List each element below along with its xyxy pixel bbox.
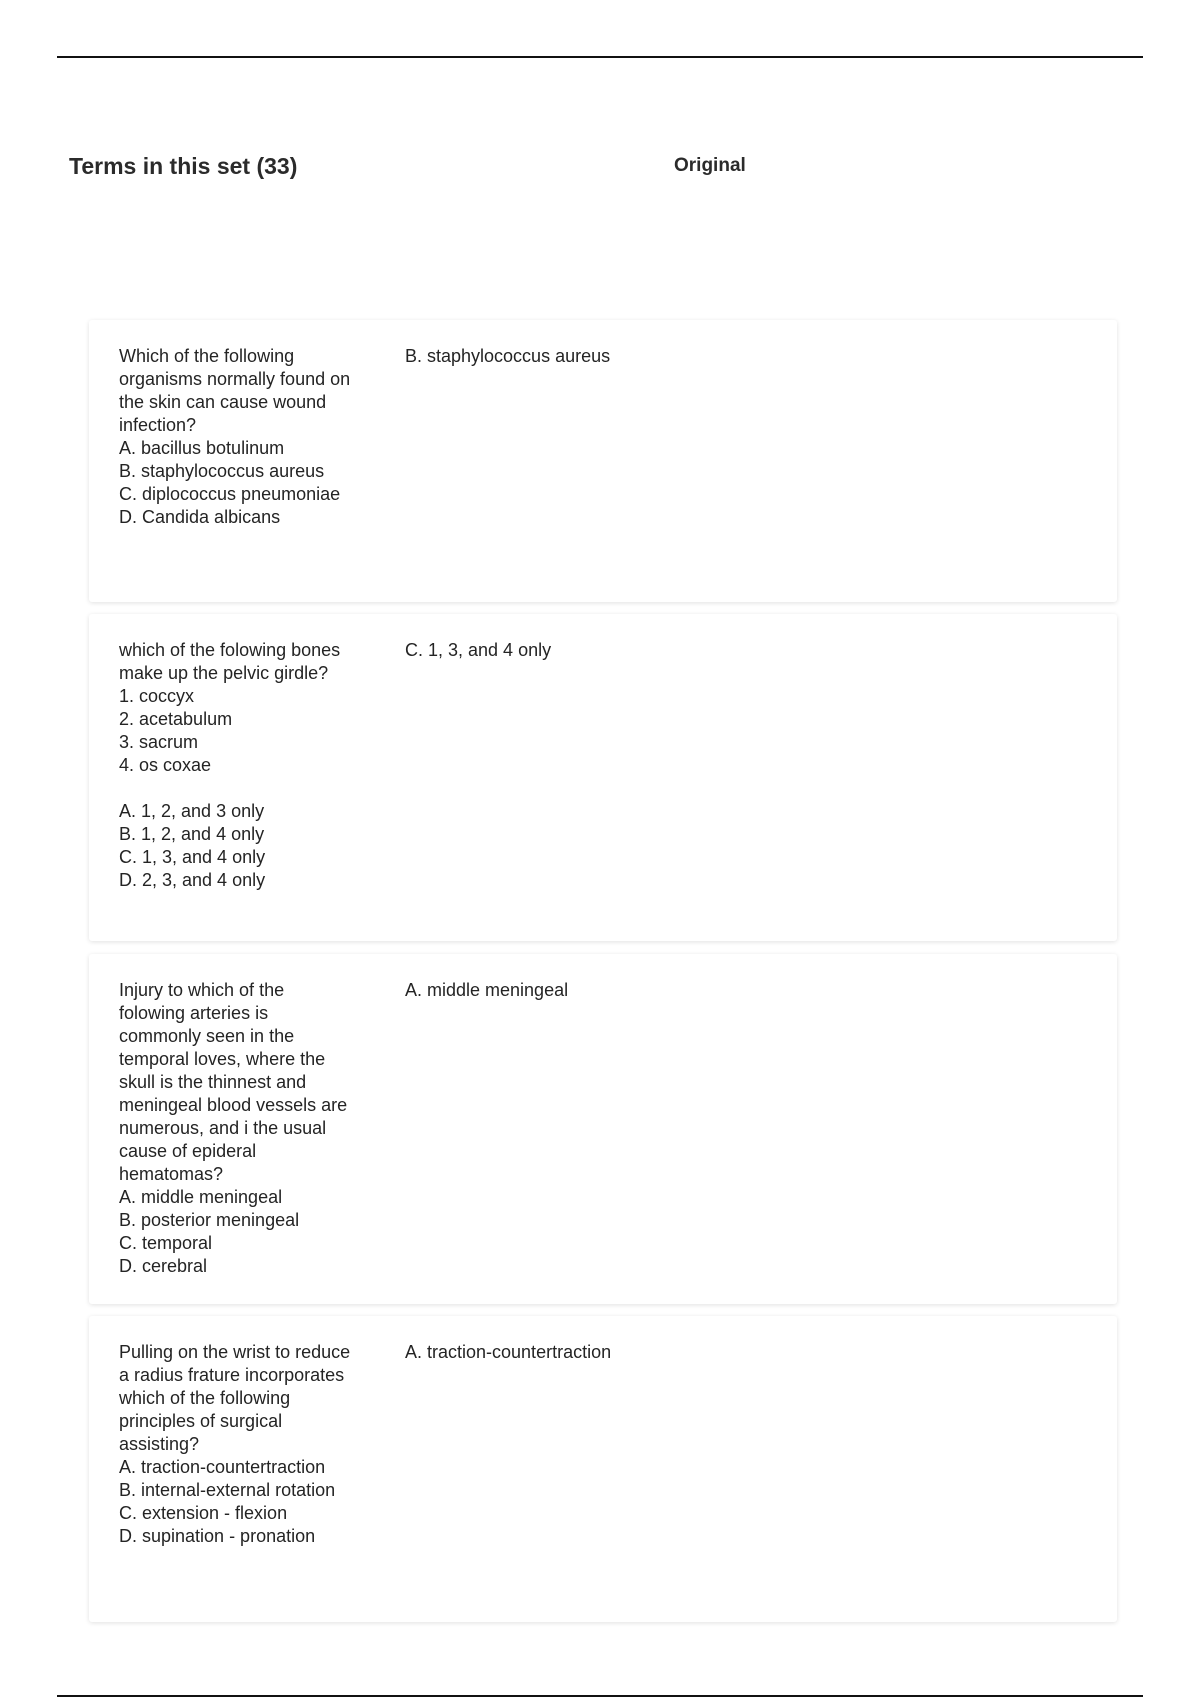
definition-text: B. staphylococcus aureus <box>405 346 611 366</box>
set-title: Terms in this set (33) <box>69 153 298 179</box>
sort-order-label[interactable]: Original <box>674 155 746 176</box>
definition-text: A. traction-countertraction <box>405 1342 612 1362</box>
bottom-divider <box>57 1695 1143 1697</box>
term-card <box>89 954 1117 1304</box>
definition-text: C. 1, 3, and 4 only <box>405 640 552 660</box>
term-text: Injury to which of the folowing arteries is commonly seen in the temporal loves, where the skull is the thinnest and meningeal blood vessels are numerous, and i the usual cause of epideral hematomas? A. middle meningeal B. posterior meningeal C. temporal D. cerebral <box>119 980 348 1276</box>
term-card <box>89 614 1117 941</box>
term-card <box>89 1316 1117 1622</box>
term-text: Pulling on the wrist to reduce a radius frature incorporates which of the following principles of surgical assisting? A. traction-countertraction B. internal-external rotation C. extension - flexion D. supination - pronation <box>119 1342 351 1546</box>
top-divider <box>57 56 1143 58</box>
term-text: which of the folowing bones make up the pelvic girdle? 1. coccyx 2. acetabulum 3. sacrum 4. os coxae A. 1, 2, and 3 only B. 1, 2, and 4 only C. 1, 3, and 4 only D. 2, 3, and 4 only <box>119 640 341 890</box>
definition-text: A. middle meningeal <box>405 980 569 1000</box>
term-text: Which of the following organisms normally found on the skin can cause wound infection? A. bacillus botulinum B. staphylococcus aureus C. diplococcus pneumoniae D. Candida albicans <box>119 346 351 527</box>
term-card <box>89 320 1117 602</box>
